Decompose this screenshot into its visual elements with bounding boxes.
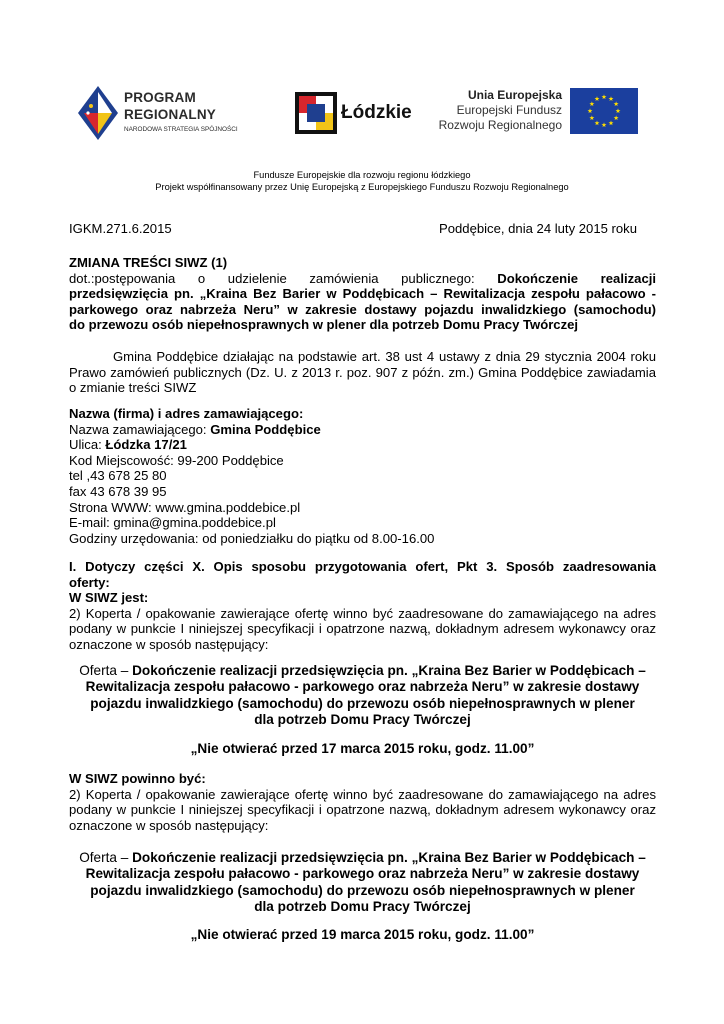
section-i	[69, 559, 656, 653]
contracting-party	[69, 406, 656, 546]
envelope-new-line-2: podany w punkcie I niniejszej specyfikacji i opatrzone nazwą, dokładnym adresem wykonawcy oraz	[69, 802, 656, 818]
notice-subject-line-3: parkowego oraz nabrzeża Neru” w zakresie dostawy pojazdu inwalidzkiego (samochodu)	[69, 301, 656, 317]
intro-line-3: o zmianie treści SIWZ	[69, 380, 197, 396]
website: Strona WWW: www.gmina.poddebice.pl	[69, 499, 301, 515]
reference-number: IGKM.271.6.2015	[69, 221, 172, 236]
lodzkie-emblem-icon	[295, 92, 337, 134]
dot-label: dot.:postępowania o udzielenie zamówienia publicznego:	[69, 270, 475, 286]
intro-paragraph	[69, 349, 656, 396]
envelope-line-2: podany w punkcie I niniejszej specyfikacji i opatrzone nazwą, dokładnym adresem wykonawcy oraz	[69, 621, 656, 637]
lodzkie-label: Łódzkie	[341, 102, 412, 123]
notice-subject-line-4: do przewozu osób niepełnosprawnych w plener dla potrzeb Domu Pracy Twórczej	[69, 317, 579, 333]
offer-label-new	[69, 850, 656, 916]
program-regionalny-logo	[78, 86, 248, 140]
regionalny-label: REGIONALNY	[124, 107, 217, 122]
offer-prefix: Oferta –	[79, 663, 133, 678]
section-heading-line-2: oferty:	[69, 574, 110, 590]
intro-line-1: Gmina Poddębice działając na podstawie art. 38 ust 4 ustawy z dnia 29 stycznia 2004 roku	[113, 349, 656, 364]
reference-row	[69, 221, 656, 237]
eu-fund-label: Europejski Fundusz	[456, 103, 562, 117]
program-label: PROGRAM	[124, 90, 196, 105]
eu-logo	[438, 88, 638, 136]
telephone: tel ,43 678 25 80	[69, 468, 167, 484]
envelope-new-line-1: 2) Koperta / opakowanie zawierające ofertę winno być zaadresowane do zamawiającego na adres	[69, 786, 656, 802]
notice-subject-line-1	[69, 271, 656, 287]
eu-title: Unia Europejska	[467, 88, 562, 102]
section-should-be	[69, 771, 656, 833]
notice-subject-line-2: przedsięwzięcia pn. „Kraina Bez Barier w Poddębicach – Rewitalizacja zespołu pałacowo -	[69, 286, 656, 302]
envelope-new-line-3: oznaczone w sposób następujący:	[69, 817, 269, 833]
postcode: Kod Miejscowość: 99-200 Poddębice	[69, 452, 284, 468]
office-hours: Godziny urzędowania: od poniedziałku do piątku od 8.00-16.00	[69, 530, 435, 546]
name-value: Gmina Poddębice	[210, 421, 321, 437]
strategy-label: NARODOWA STRATEGIA SPÓJNOŚCI	[124, 126, 238, 133]
should-label: W SIWZ powinno być:	[69, 771, 206, 786]
lodzkie-logo	[295, 92, 415, 136]
is-label: W SIWZ jest:	[69, 590, 149, 606]
fax: fax 43 678 39 95	[69, 483, 167, 499]
offer-new-line-4: dla potrzeb Domu Pracy Twórczej	[254, 899, 471, 915]
offer-line-1-bold: Dokończenie realizacji przedsięwzięcia pn. „Kraina Bez Barier w Poddębicach –	[132, 663, 646, 678]
street-value: Łódzka 17/21	[105, 437, 187, 453]
offer-line-2: Rewitalizacja zespołu pałacowo - parkowego oraz nabrzeża Neru” w zakresie dostawy	[85, 679, 640, 695]
program-regionalny-emblem-icon	[78, 86, 118, 140]
offer-new-line-1-bold: Dokończenie realizacji przedsięwzięcia pn. „Kraina Bez Barier w Poddębicach –	[132, 850, 646, 865]
offer-new-line-3: pojazdu inwalidzkiego (samochodu) do przewozu osób niepełnosprawnych w plener	[90, 882, 635, 898]
place-date: Poddębice, dnia 24 luty 2015 roku	[438, 221, 637, 236]
change-notice	[69, 255, 656, 333]
email: E-mail: gmina@gmina.poddebice.pl	[69, 515, 276, 531]
section-heading-line-1: I. Dotyczy części X. Opis sposobu przygotowania ofert, Pkt 3. Sposób zaadresowania	[69, 559, 656, 574]
intro-line-2: Prawo zamówień publicznych (Dz. U. z 2013 r. poz. 907 z późn. zm.) Gmina Poddębice zawiadamia	[69, 364, 656, 380]
offer-label-old	[69, 663, 656, 729]
deadline-old: „Nie otwierać przed 17 marca 2015 roku, godz. 11.00”	[190, 741, 535, 756]
funding-line-1: Fundusze Europejskie dla rozwoju regionu łódzkiego	[253, 170, 471, 180]
name-label: Nazwa zamawiającego:	[69, 421, 211, 437]
offer-new-line-2: Rewitalizacja zespołu pałacowo - parkowego oraz nabrzeża Neru” w zakresie dostawy	[85, 866, 640, 882]
contracting-street-row	[69, 437, 656, 453]
offer-new-prefix: Oferta –	[79, 850, 133, 865]
funding-line-2: Projekt współfinansowany przez Unię Europejską z Europejskiego Funduszu Rozwoju Regionalnego	[155, 182, 569, 192]
offer-line-3: pojazdu inwalidzkiego (samochodu) do przewozu osób niepełnosprawnych w plener	[90, 695, 635, 711]
offer-new-line-1	[69, 850, 656, 866]
contracting-heading: Nazwa (firma) i adres zamawiającego:	[69, 406, 304, 421]
envelope-line-3: oznaczone w sposób następujący:	[69, 636, 269, 652]
contracting-name-row	[69, 422, 656, 438]
eu-flag-icon	[570, 88, 638, 134]
funding-header	[0, 169, 724, 193]
notice-title: ZMIANA TREŚCI SIWZ (1)	[69, 255, 228, 270]
deadline-new: „Nie otwierać przed 19 marca 2015 roku, godz. 11.00”	[190, 927, 535, 942]
offer-line-1	[69, 663, 656, 679]
envelope-line-1: 2) Koperta / opakowanie zawierające ofertę winno być zaadresowane do zamawiającego na adres	[69, 605, 656, 621]
offer-line-4: dla potrzeb Domu Pracy Twórczej	[254, 712, 471, 728]
dot-subject-start: Dokończenie realizacji	[497, 270, 656, 286]
eu-regional-label: Rozwoju Regionalnego	[438, 118, 562, 132]
street-label: Ulica:	[69, 437, 106, 453]
